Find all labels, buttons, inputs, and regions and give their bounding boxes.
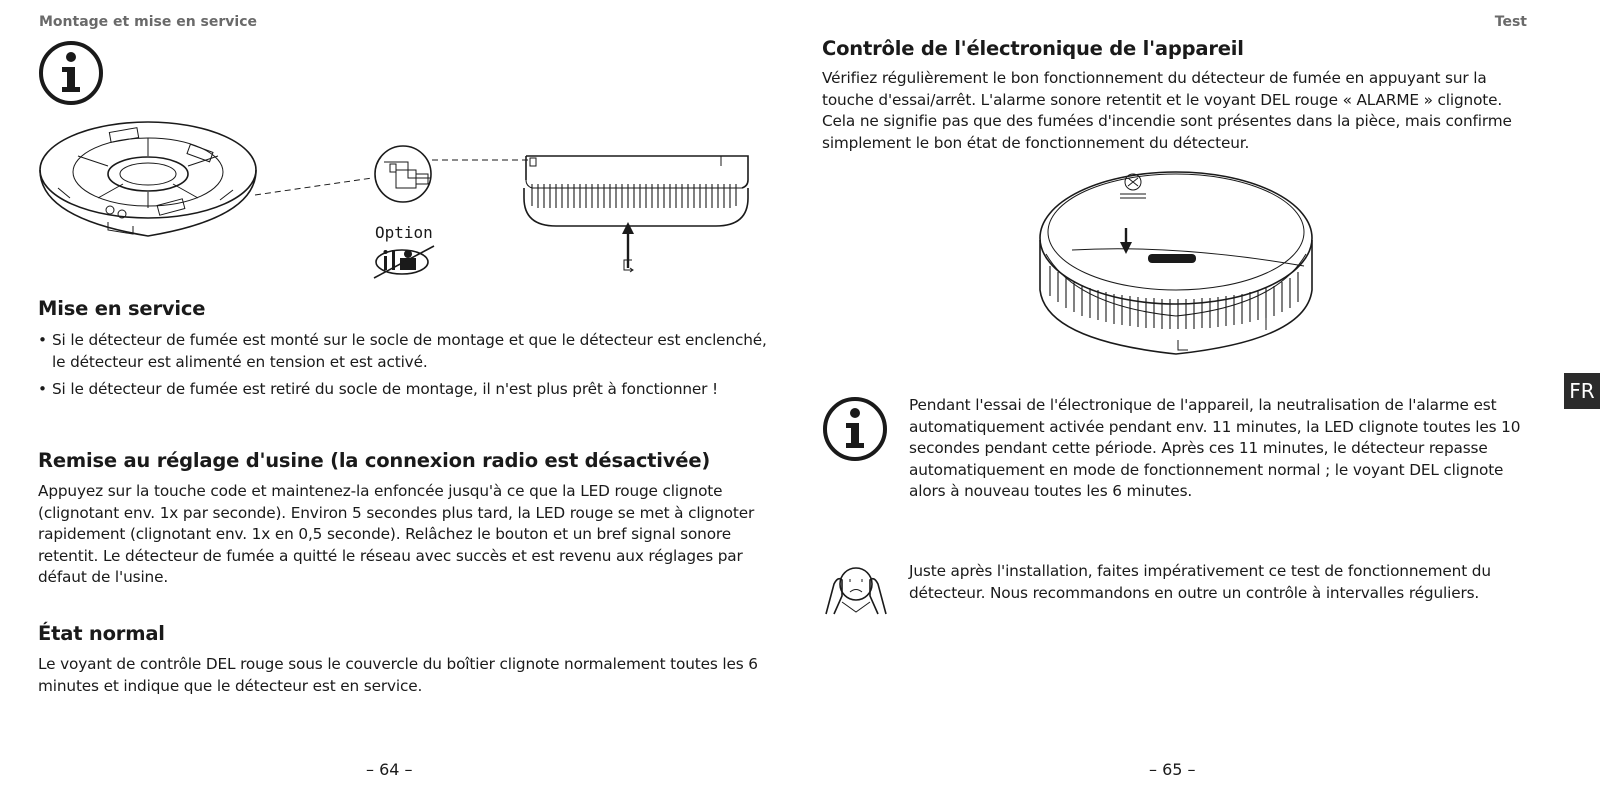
heading-remise-usine: Remise au réglage d'usine (la connexion radio est désactivée) [38,449,711,472]
heading-controle-electronique: Contrôle de l'électronique de l'appareil [822,37,1244,60]
info-icon [38,40,104,106]
page-number-left: – 64 – [366,760,413,779]
running-head-right: Test [1494,14,1527,30]
warning-note-text: Juste après l'installation, faites impérativement ce test de fonctionnement du détecteur. Nous recommandons en outre un contrôle à intervalles réguliers. [909,562,1491,602]
heading-mise-en-service: Mise en service [38,297,206,320]
mounting-base-illustration [38,118,263,243]
option-figure [370,220,440,280]
paragraph-etat-normal: Le voyant de contrôle DEL rouge sous le couvercle du boîtier clignote normalement toutes les 6 minutes et indique que le détecteur est en service. [38,655,758,695]
magnified-detail [372,144,436,204]
info-note-text: Pendant l'essai de l'électronique de l'appareil, la neutralisation de l'alarme est automatiquement activée pendant env. 11 minutes, la LED clignote toutes les 10 secondes pendant cette période. Après ces 11 minutes, le détecteur repasse automatiquement en mode de fonctionnement normal ; le voyant DEL clignote alors à nouveau toutes les 6 minutes. [909,396,1521,501]
paragraph-remise-usine: Appuyez sur la touche code et maintenez-la enfoncée jusqu'à ce que la LED rouge clignote (clignotant env. 1x par seconde). Environ 5 secondes plus tard, la LED rouge se met à clignoter rapidement (clignotant env. 1x en 0,5 seconde). Relâchez le bouton et un bref signal sonore retentit. Le détecteur de fumée a quitté le réseau avec succès et est revenu aux réglages par défaut de l'usine. [38,482,755,587]
running-head-left: Montage et mise en service [39,14,257,30]
bullet-item-mounted: • Si le détecteur de fumée est monté sur le socle de montage et que le détecteur est enclenché, le détecteur est alimenté en tension et est activé. [38,330,772,373]
ear-covering-person-icon [820,562,892,618]
option-label: Option [375,223,433,242]
paragraph-controle-electronique: Vérifiez régulièrement le bon fonctionnement du détecteur de fumée en appuyant sur la touche d'essai/arrêt. L'alarme sonore retentit et le voyant DEL rouge « ALARME » clignote. Cela ne signifie pas que des fumées d'incendie sont présentes dans la pièce, mais confirme simplement le bon état de fonctionnement du détecteur. [822,69,1512,152]
detector-test-illustration [1036,170,1322,358]
detector-side-illustration [516,146,756,281]
info-icon [822,396,888,462]
bullet-item-removed: • Si le détecteur de fumée est retiré du socle de montage, il n'est plus prêt à fonctionner ! [38,379,772,401]
heading-etat-normal: État normal [38,622,165,645]
language-tab-fr: FR [1564,373,1600,409]
page-number-right: – 65 – [1149,760,1196,779]
right-page [800,0,1600,801]
